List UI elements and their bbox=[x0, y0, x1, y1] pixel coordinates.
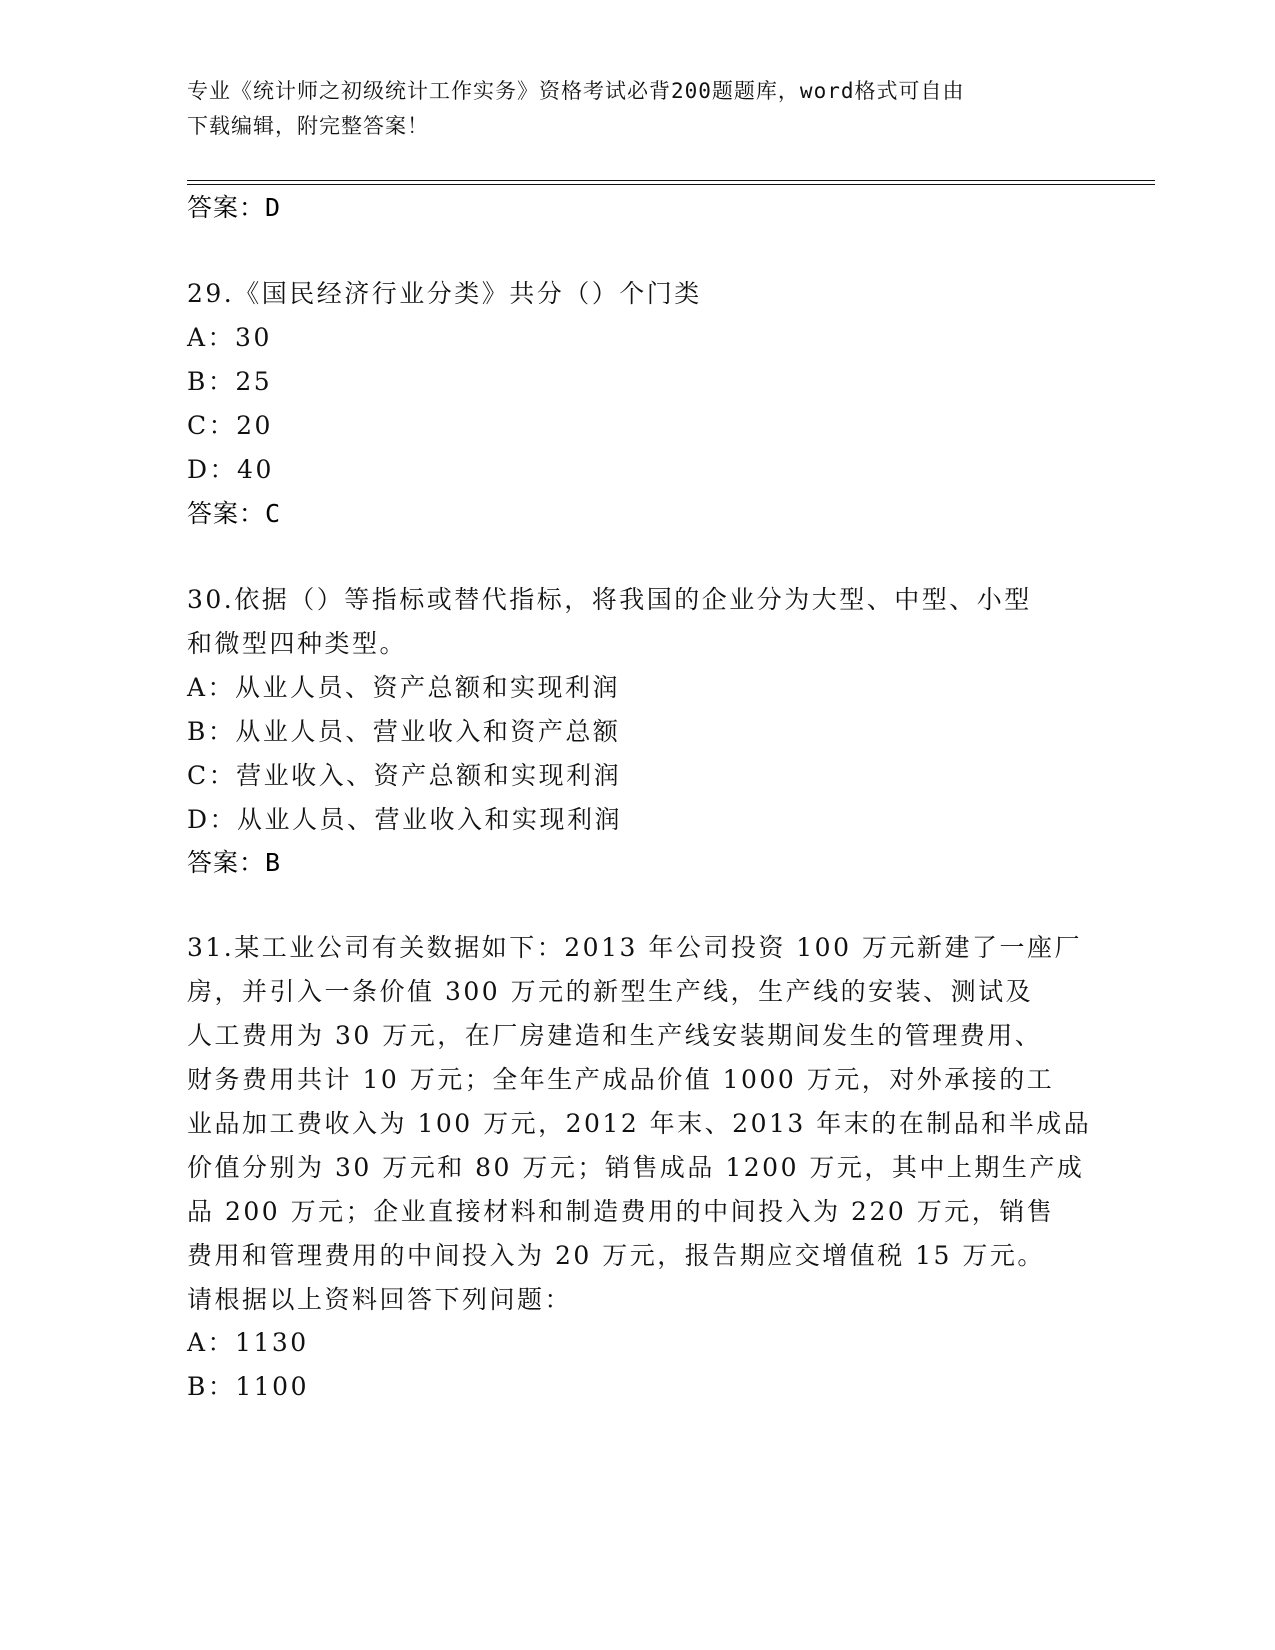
header-divider-bottom bbox=[187, 184, 1155, 185]
q31-stem-line-9: 请根据以上资料回答下列问题： bbox=[187, 1285, 573, 1314]
q30-answer: 答案：B bbox=[187, 848, 282, 877]
q31-stem-line-2: 房，并引入一条价值 300 万元的新型生产线，生产线的安装、测试及 bbox=[187, 977, 1034, 1006]
q31-stem-line-8: 费用和管理费用的中间投入为 20 万元，报告期应交增值税 15 万元。 bbox=[187, 1241, 1045, 1270]
q31-stem-line-5: 业品加工费收入为 100 万元，2012 年末、2013 年末的在制品和半成品 bbox=[187, 1109, 1092, 1138]
q31-option-b: B：1100 bbox=[187, 1372, 309, 1401]
q31-stem-line-6: 价值分别为 30 万元和 80 万元；销售成品 1200 万元，其中上期生产成 bbox=[187, 1153, 1085, 1182]
q29-option-a: A：30 bbox=[187, 323, 272, 352]
header-line-1: 专业《统计师之初级统计工作实务》资格考试必背200题题库，word格式可自由 bbox=[187, 79, 965, 103]
q29-option-b: B：25 bbox=[187, 367, 273, 396]
document-header bbox=[187, 74, 1067, 144]
q30-option-b: B：从业人员、营业收入和资产总额 bbox=[187, 717, 621, 746]
q30-stem-line-2: 和微型四种类型。 bbox=[187, 629, 408, 658]
q30-option-d: D：从业人员、营业收入和实现利润 bbox=[187, 805, 623, 834]
q29-option-c: C：20 bbox=[187, 411, 273, 440]
q30-option-c: C：营业收入、资产总额和实现利润 bbox=[187, 761, 622, 790]
header-line-2: 下载编辑，附完整答案！ bbox=[187, 114, 429, 138]
q30-option-a: A：从业人员、资产总额和实现利润 bbox=[187, 673, 621, 702]
header-divider-top bbox=[187, 180, 1155, 181]
q31-stem-line-4: 财务费用共计 10 万元；全年生产成品价值 1000 万元，对外承接的工 bbox=[187, 1065, 1055, 1094]
q31-stem-line-7: 品 200 万元；企业直接材料和制造费用的中间投入为 220 万元，销售 bbox=[187, 1197, 1055, 1226]
q31-option-a: A：1130 bbox=[187, 1328, 309, 1357]
q30-stem-line-1: 30.依据（）等指标或替代指标，将我国的企业分为大型、中型、小型 bbox=[187, 585, 1032, 614]
q29-answer: 答案：C bbox=[187, 499, 282, 528]
q29-option-d: D：40 bbox=[187, 455, 274, 484]
q31-stem-line-1: 31.某工业公司有关数据如下：2013 年公司投资 100 万元新建了一座厂 bbox=[187, 933, 1082, 962]
previous-answer: 答案：D bbox=[187, 193, 282, 222]
q31-stem-line-3: 人工费用为 30 万元，在厂房建造和生产线安装期间发生的管理费用、 bbox=[187, 1021, 1043, 1050]
q29-stem: 29.《国民经济行业分类》共分（）个门类 bbox=[187, 279, 702, 308]
